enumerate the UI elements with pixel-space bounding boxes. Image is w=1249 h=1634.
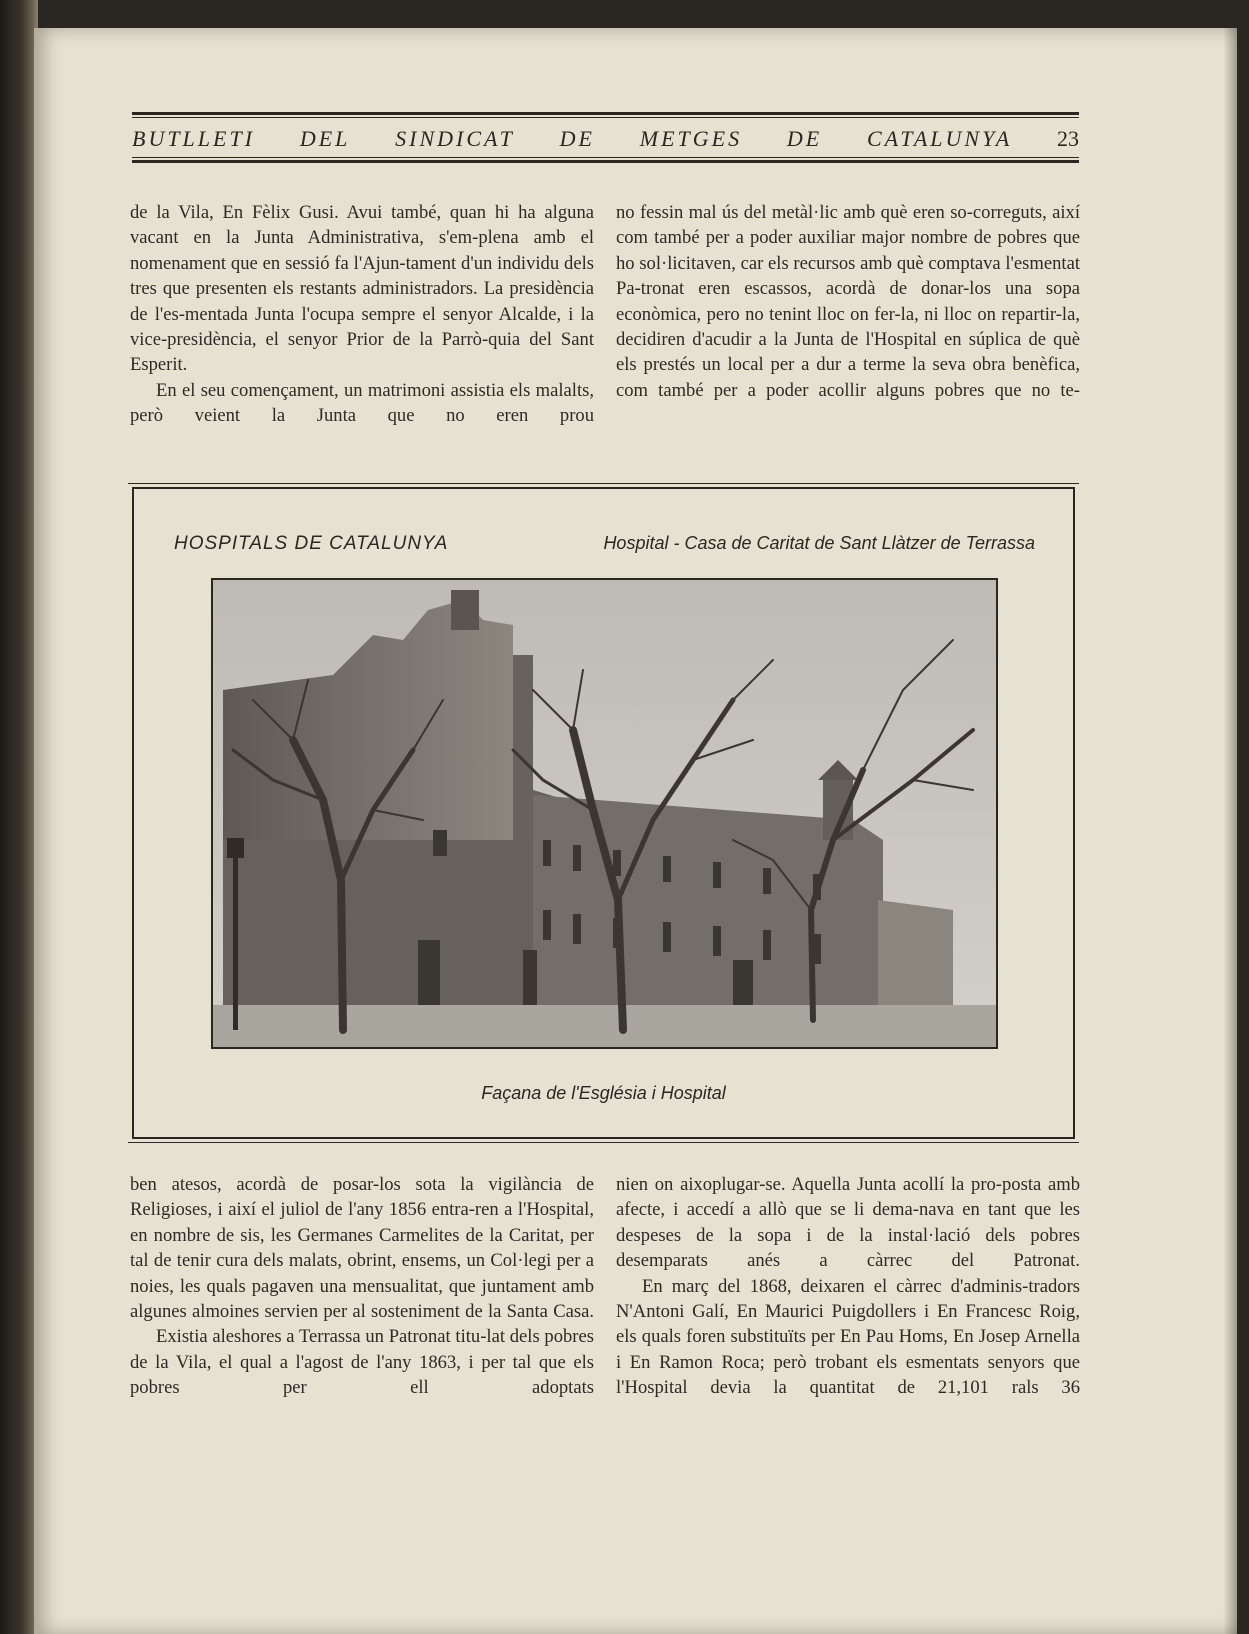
photo-illustration: [213, 580, 996, 1047]
journal-title-word: DEL: [299, 126, 351, 151]
header-rule: [132, 112, 1079, 115]
text-column-top-left: [130, 200, 594, 429]
journal-title-word: SINDICAT: [395, 126, 515, 151]
journal-title-word: METGES: [639, 126, 743, 151]
journal-title-word: DE: [559, 126, 595, 151]
page-number: 23: [1056, 126, 1079, 151]
header-rule: [132, 160, 1079, 163]
figure-box: [132, 487, 1075, 1139]
figure-title: Hospital - Casa de Caritat de Sant Llàtzer de Terrassa: [603, 533, 1035, 553]
journal-title-word: CATALUNYA: [866, 126, 1013, 151]
journal-title-word: DE: [786, 126, 823, 151]
paragraph: nien on aixoplugar-se. Aquella Junta acollí la pro-posta amb afecte, i accedí a allò que se li dema-nava en tant que les despeses de la sopa i de la instal·lació dels pobres desemparats anés a càrrec del Patronat.: [616, 1174, 1080, 1272]
paragraph: En març del 1868, deixaren el càrrec d'adminis-tradors N'Antoni Galí, En Maurici Puigdollers i En Francesc Roig, els quals foren substituïts per En Pau Homs, En Josep Arnella i En Ramon Roca; però trobant els esmentats senyors que l'Hospital devia la quantitat de 21,101 rals 36: [616, 1275, 1080, 1399]
book-spine: [0, 0, 38, 1634]
text-column-top-right: [616, 200, 1080, 403]
figure-caption: Façana de l'Església i Hospital: [481, 1083, 726, 1103]
paragraph: no fessin mal ús del metàl·lic amb què eren so-correguts, així com també per a poder auxiliar major nombre de pobres que ho sol·licitaven, car els recursos amb què comptava l'esmentat Pa-tronat eren escassos, acordà de donar-los una sopa econòmica, pero no tenint lloc on fer-la, ni lloc on repartir-la, decidiren d'acudir a la Junta de l'Hospital en súplica de què els prestés un local per a dur a terme la seva obra benèfica, com també per a poder acollir alguns pobres que no te-: [616, 202, 1080, 401]
text-column-bottom-left: [130, 1172, 594, 1401]
paragraph: ben atesos, acordà de posar-los sota la vigilància de Religioses, i així el juliol de l'any 1856 entra-ren a l'Hospital, en nombre de sis, les Germanes Carmelites de la Caritat, per tal de tenir cura dels malats, obrint, ensems, un Col·legi per a noies, les quals pagaven una mensualitat, que juntament amb algunes almoines servien per al sosteniment de la Santa Casa.: [130, 1174, 594, 1323]
journal-title: [132, 124, 1079, 154]
text-column-bottom-right: [616, 1172, 1080, 1401]
figure-series-label: HOSPITALS DE CATALUNYA: [174, 533, 449, 554]
header-rule: [132, 117, 1079, 118]
paragraph: Existia aleshores a Terrassa un Patronat titu-lat dels pobres de la Vila, el qual a l'agost de l'any 1863, i per tal que els pobres per ell adoptats: [130, 1326, 594, 1399]
running-head: [132, 112, 1079, 164]
paragraph: En el seu començament, un matrimoni assistia els malalts, però veient la Junta que no eren prou: [130, 379, 594, 427]
building-photograph: [211, 578, 998, 1049]
paragraph: de la Vila, En Fèlix Gusi. Avui també, quan hi ha alguna vacant en la Junta Administrativa, s'em-plena amb el nomenament que en sessió fa l'Ajun-tament d'un individu dels tres que presenten els restants administradors. La presidència de l'es-mentada Junta l'ocupa sempre el senyor Alcalde, i la vice-presidència, el senyor Prior de la Parrò-quia del Sant Esperit.: [130, 202, 594, 376]
journal-title-word: BUTLLETI: [132, 126, 256, 151]
header-rule: [132, 157, 1079, 158]
